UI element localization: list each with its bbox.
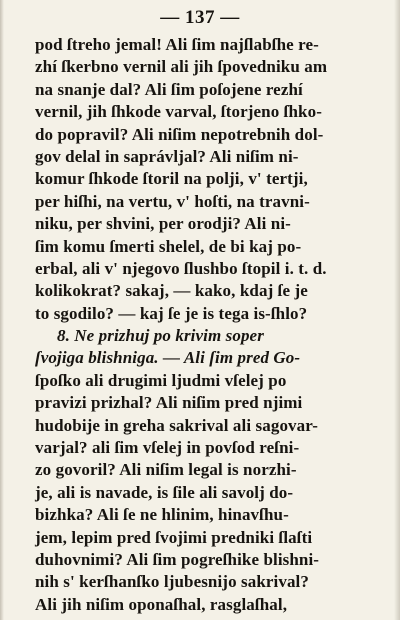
text-line: pravizi prizhal? Ali niſim pred njimi [35, 393, 303, 413]
text-line: bizhka? Ali ſe ne hlinim, hinavſhu- [35, 505, 289, 525]
page-text-block [35, 34, 373, 616]
text-line: ſim komu ſmerti shelel, de bi kaj po- [35, 236, 302, 256]
text-line: Ali jih niſim oponaſhal, rasglaſhal, [35, 594, 288, 614]
page-right-shadow [394, 0, 400, 620]
text-line: gov delal in saprávljal? Ali niſim ni- [35, 146, 299, 166]
text-line: zo govoril? Ali niſim legal is norzhi- [35, 460, 297, 480]
text-line: na snanje dal? Ali ſim poſojene rezhí [35, 79, 303, 99]
text-line: pod ſtreho jemal! Ali ſim najſlabſhe re- [35, 35, 319, 54]
text-line: kolikokrat? sakaj, — kako, kdaj ſe je [35, 281, 308, 301]
text-line: to sgodilo? — kaj ſe je is tega is-ſhlo? [35, 303, 308, 323]
text-line: jem, lepim pred ſvojimi predniki ſlaſti [35, 527, 313, 547]
text-line: per hiſhi, na vertu, v' hoſti, na travni- [35, 191, 310, 211]
page-number: — 137 — [160, 7, 240, 28]
text-line: vernil, jih ſhkode varval, ſtorjeno ſhko- [35, 102, 322, 122]
text-line: ſpoſko ali drugimi ljudmi vſelej po [35, 370, 287, 390]
text-line: erbal, ali v' njegovo ſlushbo ſtopil i. t. d. [35, 258, 327, 278]
text-line: komur ſhkode ſtoril na polji, v' tertji, [35, 169, 308, 189]
text-line: zhí ſkerbno vernil ali jih ſpovedniku am [35, 57, 328, 77]
text-line: nih s' kerſhanſko ljubesnijo sakrival? [35, 572, 309, 592]
text-line: duhovnimi? Ali ſim pogreſhike blishni- [35, 549, 320, 569]
page-left-shadow [0, 0, 4, 620]
text-line: hudobije in greha sakrival ali sagovar- [35, 415, 319, 435]
commandment-heading-line: 8. Ne prizhuj po krivim soper [57, 326, 264, 346]
commandment-heading-continued: ſvojiga blishniga. — Ali ſim pred Go- [35, 348, 301, 368]
text-line: varjal? ali ſim vſelej in povſod reſni- [35, 438, 300, 458]
text-line: niku, per shvini, per orodji? Ali ni- [35, 214, 291, 234]
text-line: je, ali is navade, is ſile ali savolj do- [35, 482, 294, 502]
text-line: do popravil? Ali niſim nepotrebnih dol- [35, 124, 324, 144]
